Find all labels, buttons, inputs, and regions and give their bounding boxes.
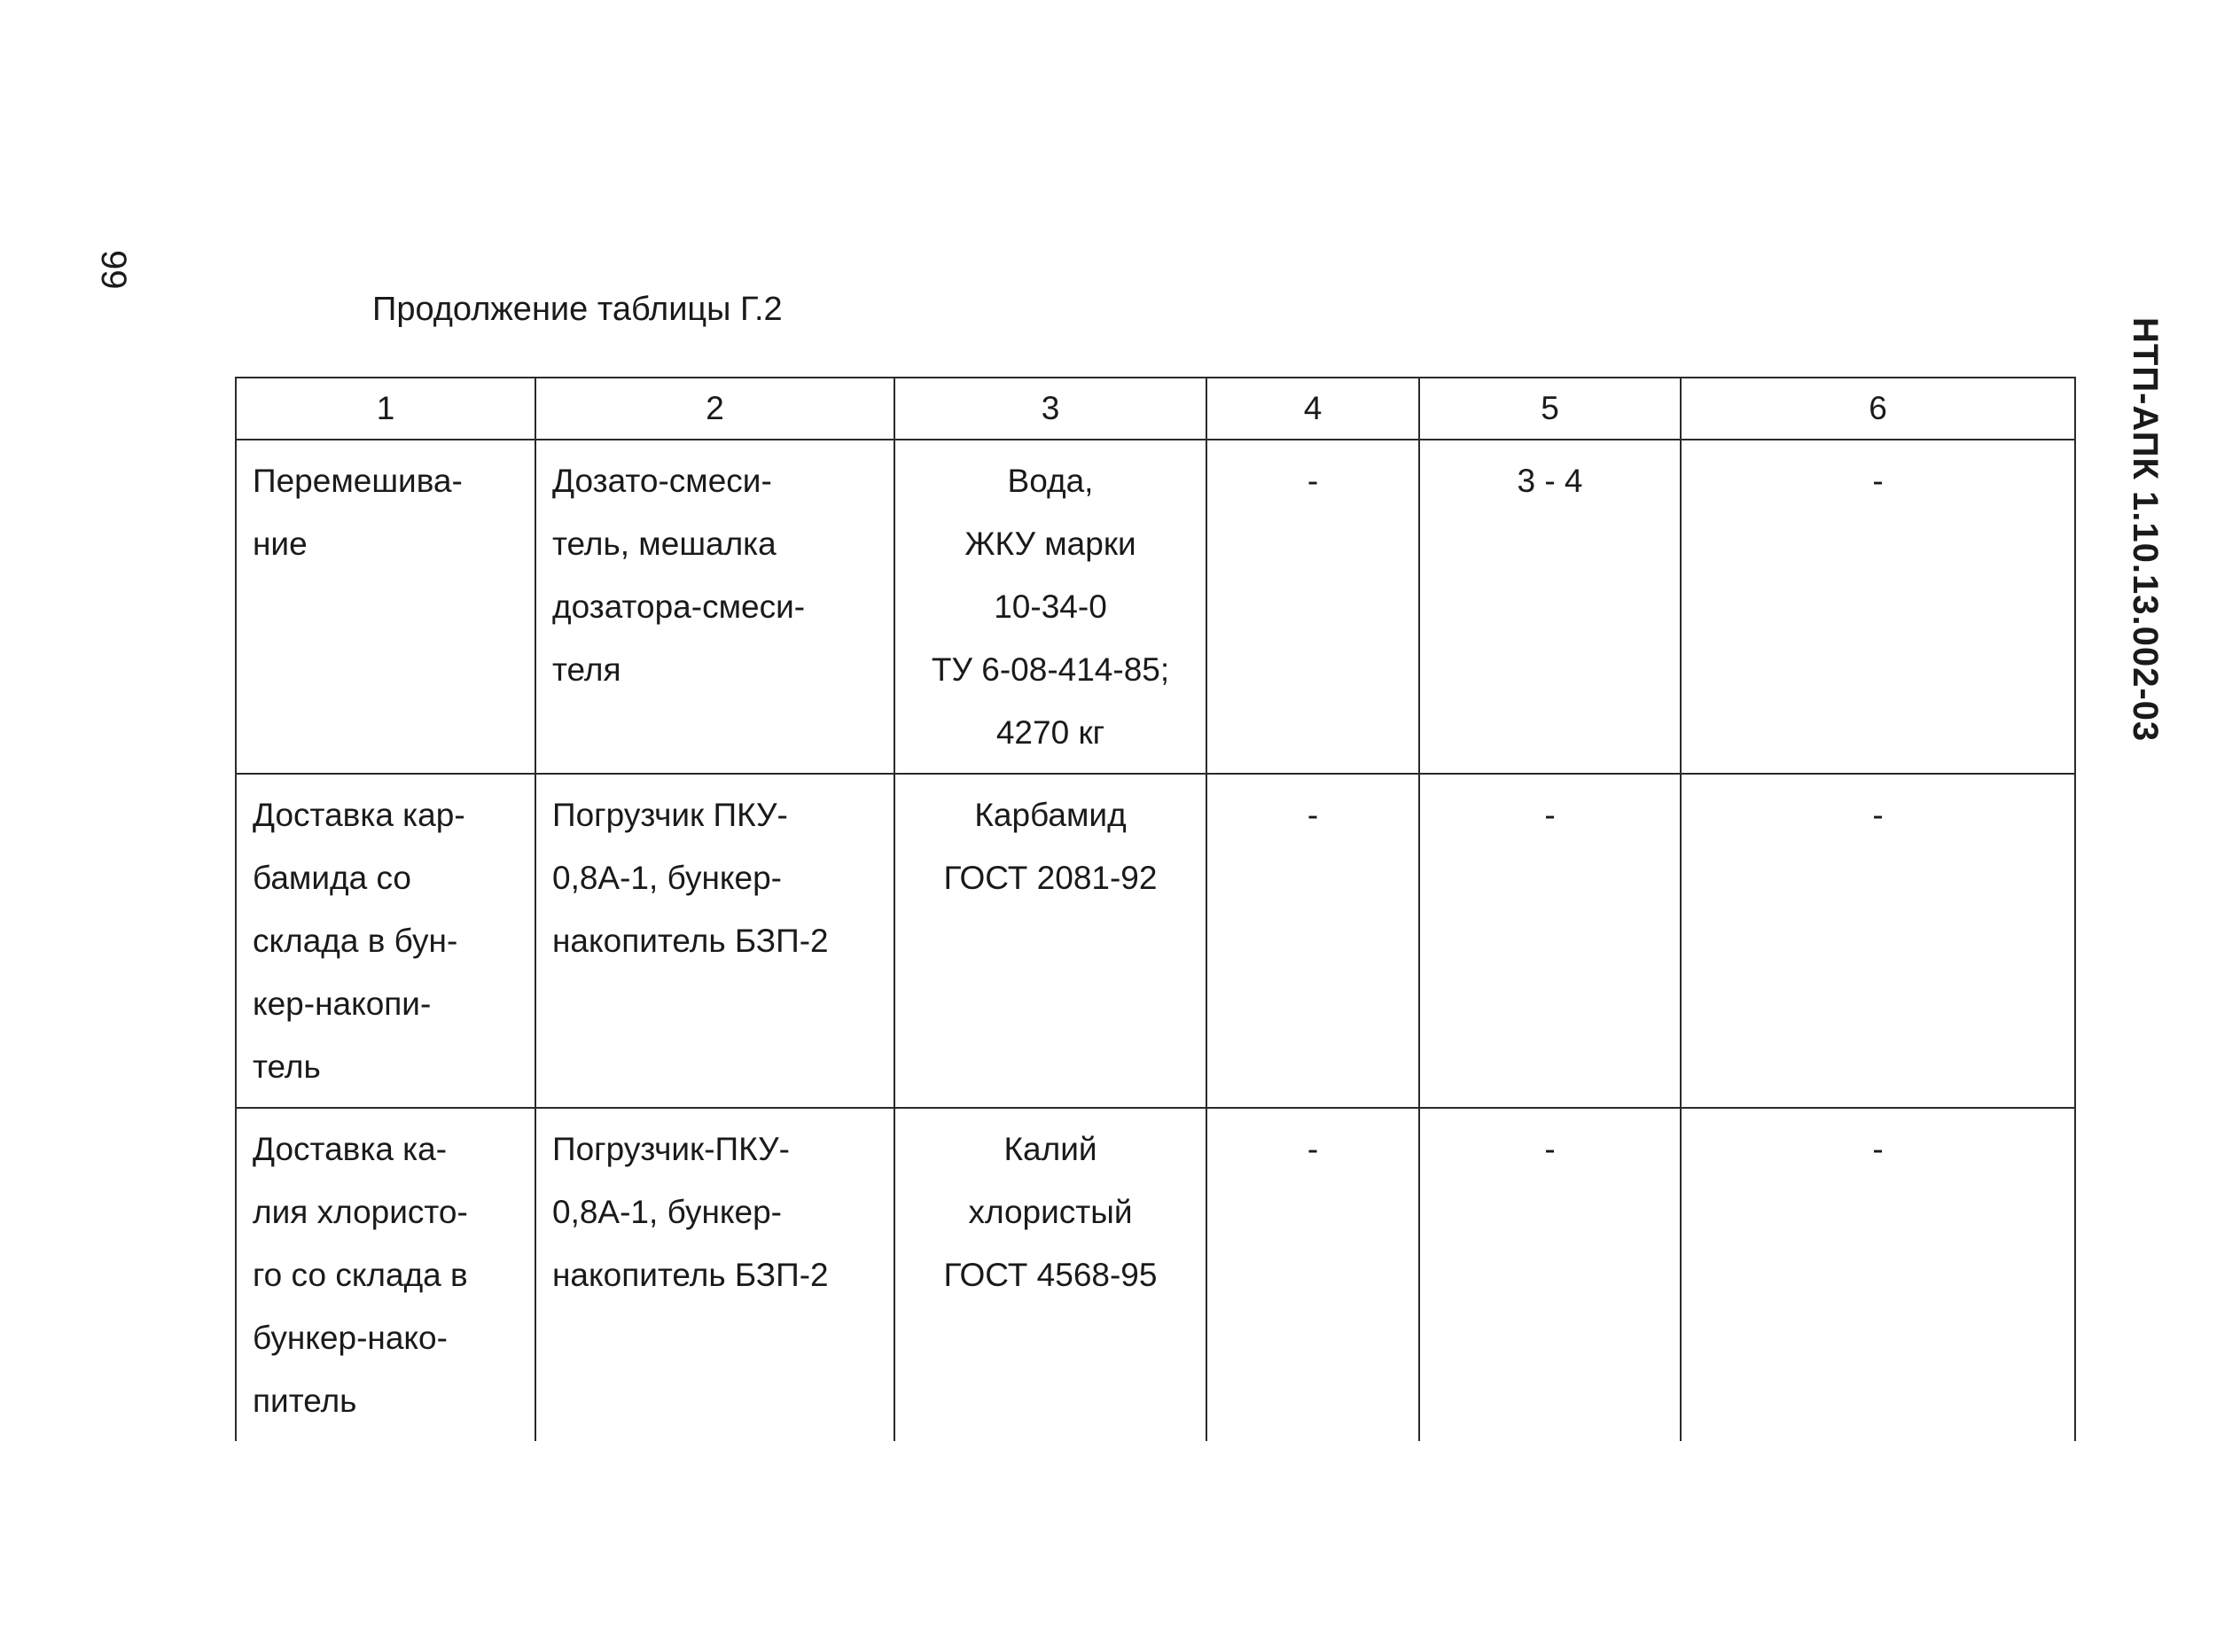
cell-text: 3 - 4 [1517, 463, 1583, 499]
cell-text: Перемешива- ние [253, 463, 463, 562]
cell-text: Дозато-смеси- тель, мешалка дозатора-смеси- теля [552, 463, 806, 688]
cell-col6 [1681, 440, 2075, 774]
table-row [236, 440, 2075, 774]
cell-equipment [535, 1108, 894, 1441]
cell-material [894, 1108, 1206, 1441]
cell-text: Погрузчик ПКУ- 0,8А-1, бункер- накопитель БЗП-2 [552, 797, 829, 959]
column-header-5: 5 [1419, 378, 1681, 440]
cell-col4 [1206, 774, 1419, 1108]
cell-material [894, 440, 1206, 774]
cell-col6 [1681, 1108, 2075, 1441]
document-code: НТП-АПК 1.10.13.002-03 [2126, 317, 2165, 743]
column-header-1: 1 [236, 378, 535, 440]
cell-operation [236, 440, 535, 774]
cell-text: - [1544, 1131, 1556, 1167]
cell-text: Погрузчик-ПКУ- 0,8А-1, бункер- накопитель БЗП-2 [552, 1131, 829, 1293]
cell-equipment [535, 774, 894, 1108]
cell-text: - [1872, 463, 1884, 499]
table-row [236, 774, 2075, 1108]
column-header-4: 4 [1206, 378, 1419, 440]
cell-text: - [1544, 797, 1556, 833]
cell-text: Карбамид ГОСТ 2081-92 [943, 797, 1158, 896]
table-header-row [236, 378, 2075, 440]
cell-text: - [1307, 797, 1319, 833]
cell-col5 [1419, 1108, 1681, 1441]
cell-col4 [1206, 1108, 1419, 1441]
cell-text: Калий хлористый ГОСТ 4568-95 [943, 1131, 1158, 1293]
cell-text: Доставка кар- бамида со склада в бун- кер-накопи- тель [253, 797, 465, 1085]
table-caption: Продолжение таблицы Г.2 [372, 291, 783, 328]
cell-operation [236, 774, 535, 1108]
cell-operation [236, 1108, 535, 1441]
cell-text: Доставка ка- лия хлористо- го со склада в бункер-нако- питель [253, 1131, 468, 1419]
cell-col5 [1419, 774, 1681, 1108]
cell-col4 [1206, 440, 1419, 774]
data-table [235, 377, 2076, 1441]
cell-col5 [1419, 440, 1681, 774]
cell-text: - [1307, 1131, 1319, 1167]
cell-text: - [1872, 1131, 1884, 1167]
cell-text: - [1307, 463, 1319, 499]
column-header-3: 3 [894, 378, 1206, 440]
column-header-6: 6 [1681, 378, 2075, 440]
table-row [236, 1108, 2075, 1441]
page-number: 99 [94, 250, 133, 290]
cell-col6 [1681, 774, 2075, 1108]
column-header-2: 2 [535, 378, 894, 440]
cell-text: - [1872, 797, 1884, 833]
cell-text: Вода, ЖКУ марки 10-34-0 ТУ 6-08-414-85; 4270 кг [931, 463, 1170, 751]
cell-material [894, 774, 1206, 1108]
cell-equipment [535, 440, 894, 774]
